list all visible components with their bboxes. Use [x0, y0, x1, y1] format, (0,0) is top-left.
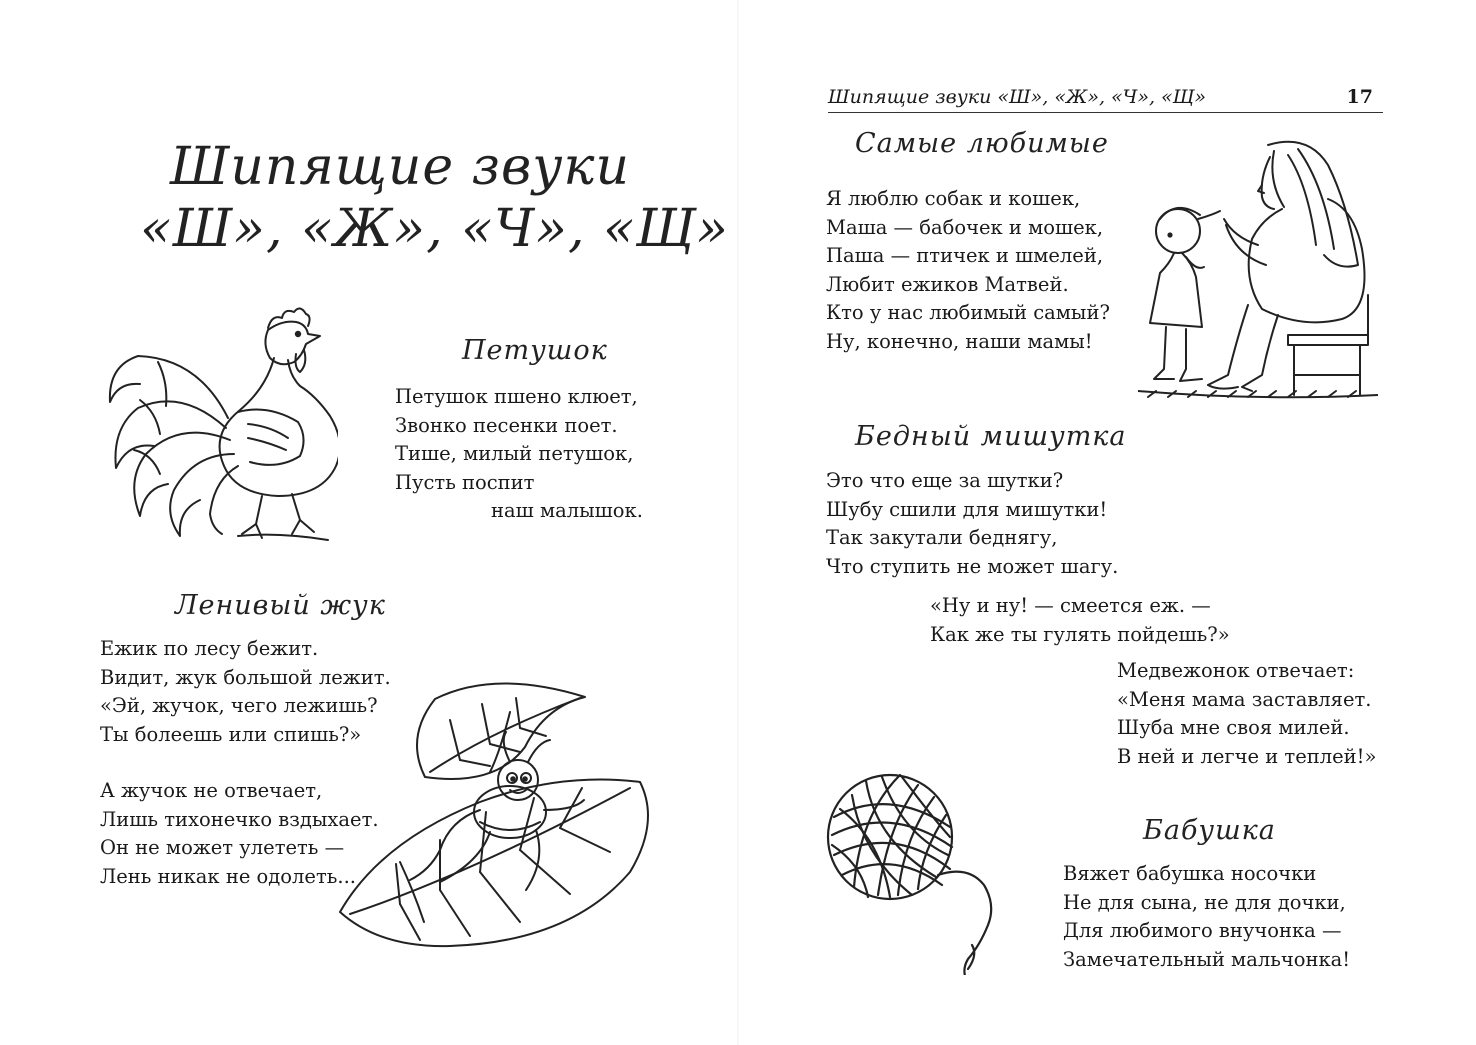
poem-title-lenivyi-zhuk: Ленивый жук — [175, 590, 386, 621]
poem-line: Так закутали беднягу, — [826, 526, 1058, 549]
beetle-leaf-illustration — [330, 682, 670, 967]
poem-line: Что ступить не может шагу. — [826, 554, 1119, 578]
poem-line: Ежик по лесу бежит. — [100, 637, 319, 660]
poem-line: Тише, милый петушок, — [395, 442, 634, 465]
poem-title-petushok: Петушок — [462, 335, 608, 366]
chapter-title-line: Шипящие звуки — [170, 137, 630, 197]
poem-line: Он не может улететь — — [100, 836, 345, 859]
poem-title-bednyi-mishutka: Бедный мишутка — [855, 421, 1127, 452]
poem-line: Маша — бабочек и мошек, — [826, 215, 1104, 239]
running-head-title: Шипящие звуки «Ш», «Ж», «Ч», «Щ» — [828, 86, 1206, 108]
poem-line: Любит ежиков Матвей. — [826, 272, 1069, 296]
poem-line: наш малышок. — [491, 499, 643, 522]
poem-bednyi-mishutka-stanza-3 — [1117, 657, 1376, 771]
poem-title-babushka: Бабушка — [1143, 815, 1276, 846]
running-head — [828, 86, 1383, 113]
poem-line: Паша — птичек и шмелей, — [826, 244, 1104, 267]
page-number: 17 — [1346, 86, 1373, 108]
poem-line: Шубу сшили для мишутки! — [826, 497, 1108, 521]
poem-line: В ней и легче и теплей!» — [1117, 744, 1377, 768]
poem-line: Пусть поспит — [395, 470, 535, 494]
yarn-ball-illustration — [822, 765, 1052, 975]
chapter-title-line: «Ш», «Ж», «Ч», «Щ» — [140, 199, 729, 259]
poem-line: А жучок не отвечает, — [100, 779, 323, 802]
poem-line: Не для сына, не для дочки, — [1063, 890, 1346, 914]
right-page — [738, 0, 1476, 1045]
poem-line: Ты болеешь или спишь?» — [100, 722, 362, 746]
chapter-title — [140, 136, 729, 260]
rooster-illustration — [98, 300, 338, 545]
poem-line: Видит, жук большой лежит. — [100, 665, 391, 689]
poem-line: Лень никак не одолеть... — [100, 864, 356, 888]
poem-bednyi-mishutka-stanza-2 — [930, 592, 1230, 649]
poem-line: Звонко песенки поет. — [395, 413, 618, 437]
poem-line: Петушок пшено клюет, — [395, 385, 638, 408]
poem-petushok — [395, 383, 643, 526]
poem-line: Шуба мне своя милей. — [1117, 716, 1350, 739]
poem-line: Это что еще за шутки? — [826, 469, 1064, 492]
poem-line: Кто у нас любимый самый? — [826, 301, 1110, 324]
poem-line: Замечательный мальчонка! — [1063, 947, 1351, 971]
poem-line: Как же ты гулять пойдешь?» — [930, 622, 1230, 646]
poem-bednyi-mishutka-stanza-1 — [826, 467, 1118, 581]
poem-samye-lyubimye — [826, 185, 1110, 356]
poem-line: Для любимого внучонка — — [1063, 919, 1342, 942]
mother-girl-illustration — [1138, 135, 1378, 400]
poem-line: «Меня мама заставляет. — [1117, 687, 1372, 711]
poem-line: Я люблю собак и кошек, — [826, 187, 1081, 210]
poem-line: «Эй, жучок, чего лежишь? — [100, 694, 378, 717]
poem-line: Лишь тихонечко вздыхает. — [100, 807, 379, 831]
poem-line: «Ну и ну! — смеется еж. — — [930, 594, 1211, 617]
poem-babushka — [1063, 860, 1350, 974]
poem-line: Ну, конечно, наши мамы! — [826, 329, 1093, 353]
poem-line: Медвежонок отвечает: — [1117, 659, 1355, 682]
poem-line: Вяжет бабушка носочки — [1063, 862, 1317, 885]
poem-title-samye-lyubimye: Самые любимые — [855, 128, 1109, 159]
